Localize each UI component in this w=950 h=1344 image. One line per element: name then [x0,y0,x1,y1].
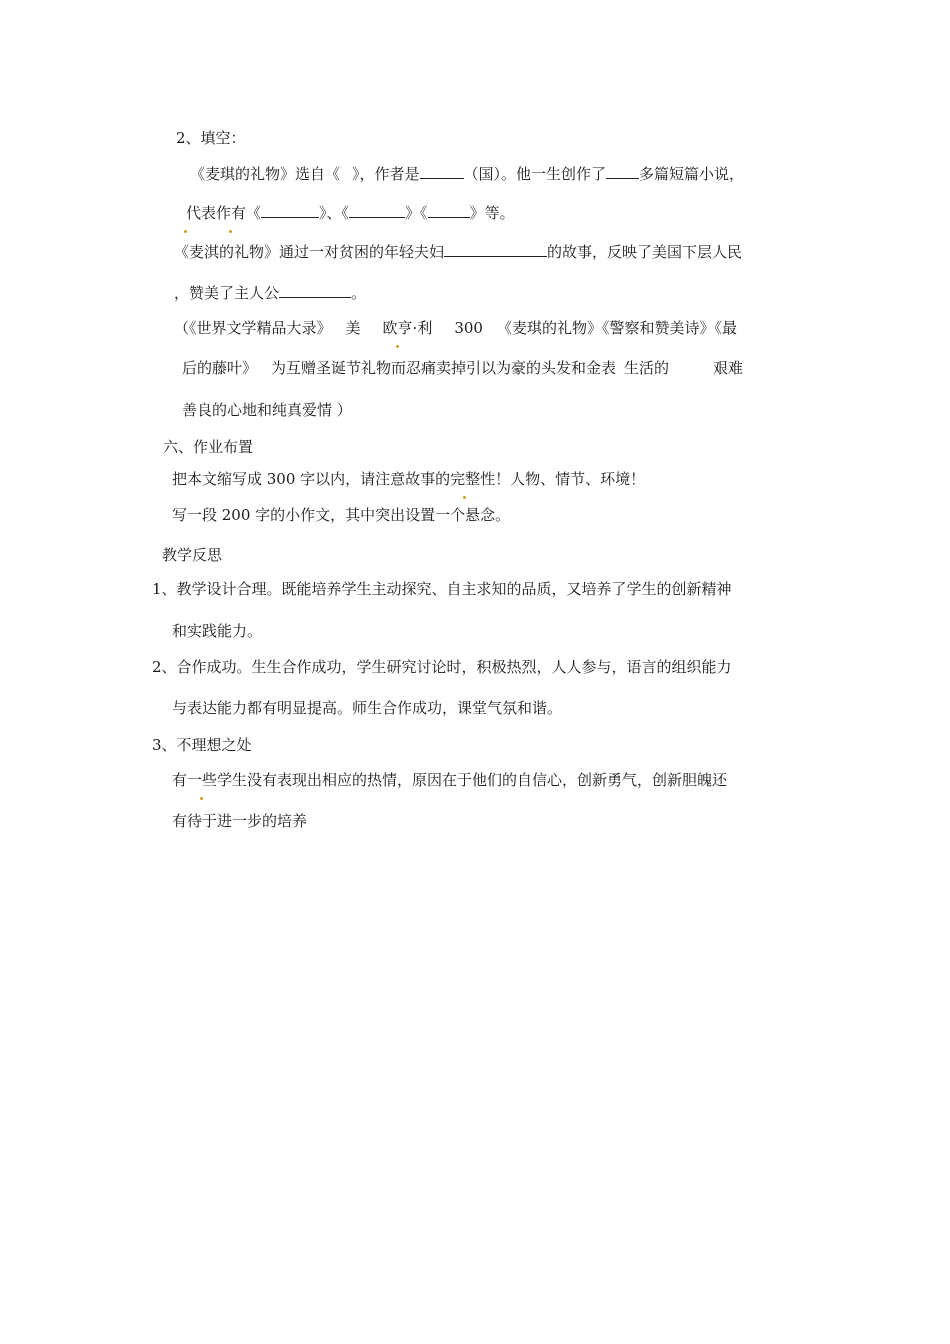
reflection-p3-line-2: 有待于进一步的培养 [172,812,308,830]
blank [428,202,470,218]
blank [279,282,351,298]
blank [420,163,464,179]
blank [444,241,547,257]
answers-line-2: 后的藤叶》 为互赠圣诞节礼物而忍痛卖掉引以为豪的头发和金表 生活的 艰难 [182,359,744,377]
reflection-p2-line-1: 2、合作成功。生生合作成功，学生研究讨论时，积极热烈，人人参与，语言的组织能力 [152,658,732,676]
fill-line-1: 《麦琪的礼物》选自《 》，作者是 （国）。他一生创作了 多篇短篇小说， [190,165,745,183]
reflection-heading: 教学反思 [162,546,223,564]
reflection-p3-heading: 3、不理想之处 [152,736,252,754]
answers-line-3: 善良的心地和纯真爱情 ） [182,401,352,419]
homework-item-1: 把本文缩写成 300 字以内，请注意故事的完整性！人物、情节、环境！ [172,470,646,488]
blank [261,202,319,218]
homework-heading: 六、作业布置 [163,438,254,456]
reflection-p1-line-1: 1、教学设计合理。既能培养学生主动探究、自主求知的品质，又培养了学生的创新精神 [152,580,732,598]
reflection-p1-line-2: 和实践能力。 [172,622,263,640]
reflection-p2-line-2: 与表达能力都有明显提高。师生合作成功，课堂气氛和谐。 [172,699,563,717]
fill-heading: 2、填空： [176,129,246,147]
blank [606,163,639,179]
fill-line-3: 《麦淇的礼物》通过一对贫困的年轻夫妇 的故事，反映了美国下层人民 [174,243,743,261]
reflection-p3-line-1: 有一些学生没有表现出相应的热情，原因在于他们的自信心，创新勇气，创新胆魄还 [172,771,728,789]
homework-item-2: 写一段 200 字的小作文，其中突出设置一个悬念。 [172,506,511,524]
blank [349,202,405,218]
fill-line-4: ，赞美了主人公 。 [174,284,367,302]
answers-line-1: （《世界文学精品大录》 美 欧亨·利 300 《麦琪的礼物》《警察和赞美诗》《最 [174,319,737,337]
fill-line-2: 代表作有《 》、《 》《 》等。 [186,204,515,222]
